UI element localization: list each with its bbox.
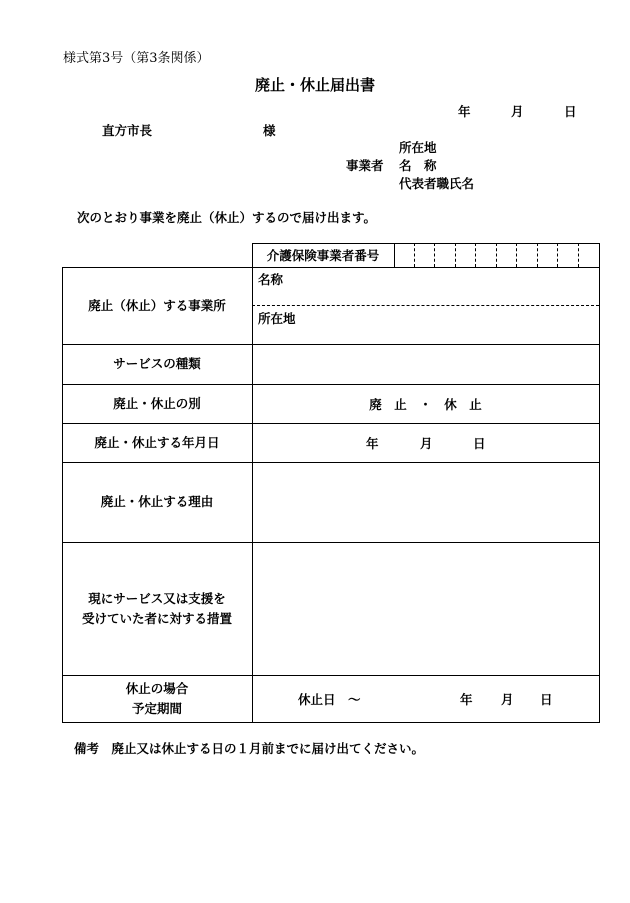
suspension-label-line1: 休止の場合 xyxy=(125,680,189,696)
date-label: 廃止・休止する年月日 xyxy=(94,434,220,450)
reason-label: 廃止・休止する理由 xyxy=(100,494,214,509)
page-title: 廃止・休止届出書 xyxy=(254,76,375,94)
table-line xyxy=(394,243,395,267)
digit-separator xyxy=(578,243,579,267)
suspension-label xyxy=(62,675,252,722)
digit-separator xyxy=(557,243,558,267)
provider-number-label: 介護保険事業者番号 xyxy=(266,248,380,263)
table-date-month: 月 xyxy=(420,436,433,451)
table-date-day: 日 xyxy=(473,436,486,451)
operator-name-label: 名 称 xyxy=(399,158,437,173)
establishment-address-label: 所在地 xyxy=(258,311,296,326)
table-line xyxy=(62,722,599,723)
suspension-label-line2: 予定期間 xyxy=(131,700,182,716)
addressee-name: 直方市長 xyxy=(102,123,153,138)
operator-representative-label: 代表者職氏名 xyxy=(399,176,475,191)
digit-separator xyxy=(496,243,497,267)
digit-separator xyxy=(537,243,538,267)
measures-label xyxy=(62,542,252,675)
suspension-month: 月 xyxy=(501,692,514,707)
suspension-start-label: 休止日 ～ xyxy=(298,692,361,707)
date-year-label: 年 xyxy=(458,104,471,119)
suspension-year: 年 xyxy=(460,692,473,707)
suspension-day: 日 xyxy=(540,692,553,707)
type-options: 廃 止 ・ 休 止 xyxy=(369,396,482,412)
digit-separator xyxy=(434,243,435,267)
operator-address-label: 所在地 xyxy=(399,140,437,155)
date-month-label: 月 xyxy=(511,104,524,119)
digit-separator xyxy=(516,243,517,267)
operator-label: 事業者 xyxy=(346,158,384,173)
digit-separator xyxy=(414,243,415,267)
establishment-name-label: 名称 xyxy=(258,272,284,287)
intro-text: 次のとおり事業を廃止（休止）するので届け出ます。 xyxy=(77,210,377,225)
table-dashed-line xyxy=(252,305,599,306)
measures-label-line1: 現にサービス又は支援を xyxy=(88,590,226,606)
type-label: 廃止・休止の別 xyxy=(113,395,201,411)
table-date-year: 年 xyxy=(366,436,379,451)
table-line xyxy=(252,267,253,723)
date-day-label: 日 xyxy=(564,104,577,119)
establishment-label: 廃止（休止）する事業所 xyxy=(88,297,226,313)
measures-label-line2: 受けていた者に対する措置 xyxy=(81,610,232,626)
addressee-honorific: 様 xyxy=(263,123,276,138)
digit-separator xyxy=(455,243,456,267)
service-type-label: サービスの種類 xyxy=(113,356,201,371)
table-line xyxy=(599,243,600,723)
form-number: 様式第3号（第3条関係） xyxy=(63,51,210,66)
digit-separator xyxy=(475,243,476,267)
remarks: 備考 廃止又は休止する日の１月前までに届け出てください。 xyxy=(74,741,425,756)
